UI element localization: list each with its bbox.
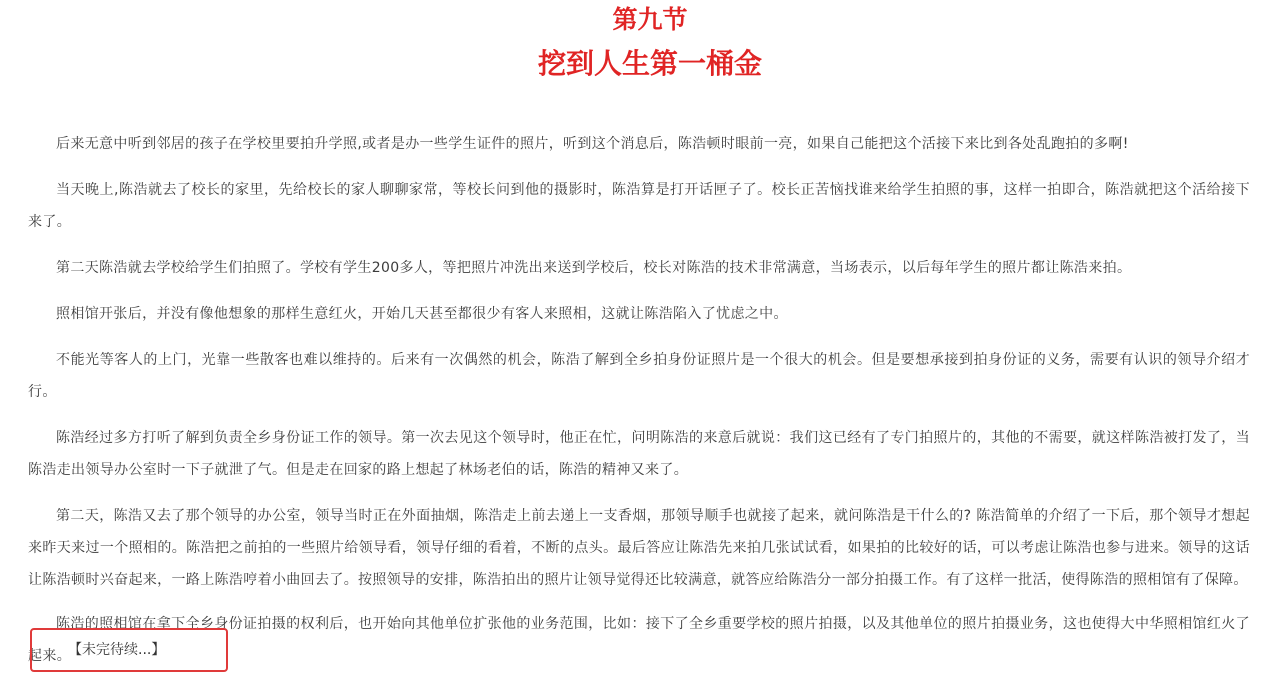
paragraph-5: 不能光等客人的上门，光靠一些散客也难以维持的。后来有一次偶然的机会，陈浩了解到全乡拍身份证照片是一个很大的机会。但是要想承接到拍身份证的义务，需要有认识的领导介绍才行。: [28, 352, 1250, 400]
paragraph-1: 后来无意中听到邻居的孩子在学校里要拍升学照,或者是办一些学生证件的照片，听到这个消息后，陈浩顿时眼前一亮，如果自己能把这个活接下来比到各处乱跑拍的多啊!: [56, 136, 1129, 152]
paragraph-6: 陈浩经过多方打听了解到负责全乡身份证工作的领导。第一次去见这个领导时，他正在忙，问明陈浩的来意后就说：我们这已经有了专门拍照片的，其他的不需要，就这样陈浩被打发了，当陈浩走出领导办公室时一下子就泄了气。但是走在回家的路上想起了林场老伯的话，陈浩的精神又来了。: [28, 430, 1250, 478]
paragraph-8: 陈浩的照相馆在拿下全乡身份证拍摄的权利后，也开始向其他单位扩张他的业务范围，比如：接下了全乡重要学校的照片拍摄，以及其他单位的照片拍摄业务，这也使得大中华照相馆红火了起来。: [28, 616, 1250, 664]
paragraph-2: 当天晚上,陈浩就去了校长的家里，先给校长的家人聊聊家常，等校长问到他的摄影时，陈浩算是打开话匣子了。校长正苦恼找谁来给学生拍照的事，这样一拍即合，陈浩就把这个活给接下来了。: [28, 182, 1250, 230]
article-body: [28, 128, 1250, 676]
paragraph-7: 第二天，陈浩又去了那个领导的办公室，领导当时正在外面抽烟，陈浩走上前去递上一支香烟，那领导顺手也就接了起来，就问陈浩是干什么的? 陈浩简单的介绍了一下后，那个领导才想起来昨天来过一个照相的。陈浩把之前拍的一些照片给领导看，领导仔细的看着，不断的点头。最后答应让陈浩先来拍几张试试看，如果拍的比较好的话，可以考虑让陈浩也参与进来。领导的这话让陈浩顿时兴奋起来，一路上陈浩哼着小曲回去了。按照领导的安排，陈浩拍出的照片让领导觉得还比较满意，就答应给陈浩分一部分拍摄工作。有了这样一批活，使得陈浩的照相馆有了保障。: [28, 508, 1250, 588]
paragraph-3: 第二天陈浩就去学校给学生们拍照了。学校有学生200多人，等把照片冲洗出来送到学校后，校长对陈浩的技术非常满意，当场表示，以后每年学生的照片都让陈浩来拍。: [56, 260, 1132, 276]
chapter-title: 挖到人生第一桶金: [537, 47, 762, 80]
to-be-continued-highlight: [30, 628, 228, 672]
to-be-continued-note: 【未完待续...】: [68, 642, 166, 658]
chapter-number: 第九节: [612, 5, 688, 34]
paragraph-4: 照相馆开张后，并没有像他想象的那样生意红火，开始几天甚至都很少有客人来照相，这就让陈浩陷入了忧虑之中。: [56, 306, 788, 322]
